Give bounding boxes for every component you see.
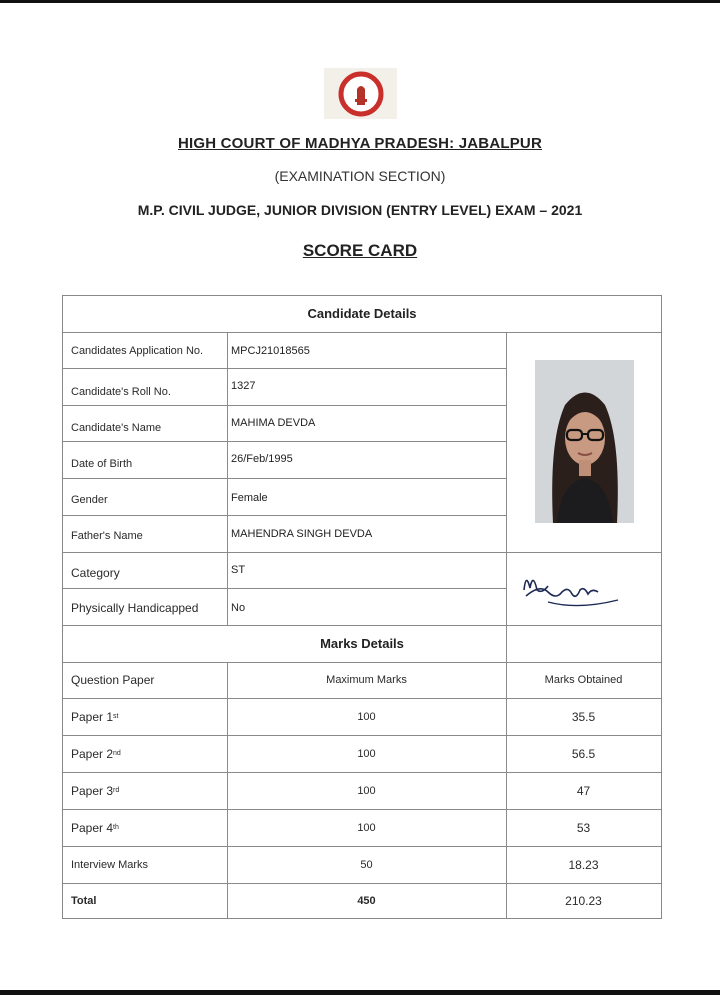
interview-label: Interview Marks bbox=[71, 858, 149, 871]
header-question-paper: Question Paper bbox=[71, 673, 155, 687]
total-marks-obtained: 210.23 bbox=[565, 893, 602, 908]
marks-obtained-value: 35.5 bbox=[571, 709, 596, 724]
label-roll-no: Candidate's Roll No. bbox=[71, 385, 171, 398]
label-application-no: Candidates Application No. bbox=[71, 344, 204, 357]
court-title: HIGH COURT OF MADHYA PRADESH: JABALPUR bbox=[177, 135, 542, 152]
value-candidate-name: MAHIMA DEVDA bbox=[231, 416, 316, 429]
section-subtitle: (EXAMINATION SECTION) bbox=[274, 168, 446, 184]
marks-details-heading: Marks Details bbox=[320, 636, 404, 651]
max-marks-value: 100 bbox=[357, 821, 376, 834]
header-maximum-marks: Maximum Marks bbox=[326, 674, 407, 686]
top-border bbox=[0, 0, 720, 3]
marks-obtained-value: 53 bbox=[576, 820, 591, 835]
label-gender: Gender bbox=[71, 493, 108, 506]
paper-label: Paper 1 st bbox=[71, 709, 119, 724]
candidate-photo bbox=[535, 360, 634, 523]
paper-label: Paper 4 th bbox=[71, 820, 119, 835]
value-application-no: MPCJ21018565 bbox=[231, 344, 310, 357]
value-roll-no: 1327 bbox=[231, 379, 256, 392]
label-date-of-birth: Date of Birth bbox=[71, 457, 133, 470]
label-fathers-name: Father's Name bbox=[71, 529, 143, 542]
total-max-marks: 450 bbox=[357, 894, 376, 907]
candidate-signature bbox=[518, 566, 628, 619]
emblem-icon bbox=[330, 71, 392, 117]
value-date-of-birth: 26/Feb/1995 bbox=[231, 452, 293, 465]
paper-label: Paper 2 nd bbox=[71, 746, 121, 761]
candidate-details-heading: Candidate Details bbox=[307, 306, 417, 321]
header-marks-obtained: Marks Obtained bbox=[544, 674, 623, 686]
value-category: ST bbox=[231, 563, 246, 576]
max-marks-value: 50 bbox=[360, 858, 373, 871]
court-emblem bbox=[324, 68, 397, 119]
label-physically-handicapped: Physically Handicapped bbox=[71, 600, 199, 615]
marks-obtained-value: 56.5 bbox=[571, 746, 596, 761]
marks-obtained-value: 47 bbox=[576, 783, 591, 798]
marks-obtained-value: 18.23 bbox=[568, 857, 599, 872]
paper-label: Paper 3 rd bbox=[71, 783, 120, 798]
label-category: Category bbox=[71, 565, 120, 580]
value-physically-handicapped: No bbox=[231, 601, 246, 614]
exam-title: M.P. CIVIL JUDGE, JUNIOR DIVISION (ENTRY LEVEL) EXAM – 2021 bbox=[137, 202, 583, 218]
label-candidate-name: Candidate's Name bbox=[71, 421, 162, 434]
max-marks-value: 100 bbox=[357, 784, 376, 797]
total-label: Total bbox=[71, 894, 97, 907]
max-marks-value: 100 bbox=[357, 747, 376, 760]
max-marks-value: 100 bbox=[357, 710, 376, 723]
value-fathers-name: MAHENDRA SINGH DEVDA bbox=[231, 527, 373, 540]
score-card-title: SCORE CARD bbox=[302, 241, 418, 260]
value-gender: Female bbox=[231, 491, 268, 504]
bottom-border bbox=[0, 990, 720, 995]
score-card-table bbox=[62, 295, 662, 919]
